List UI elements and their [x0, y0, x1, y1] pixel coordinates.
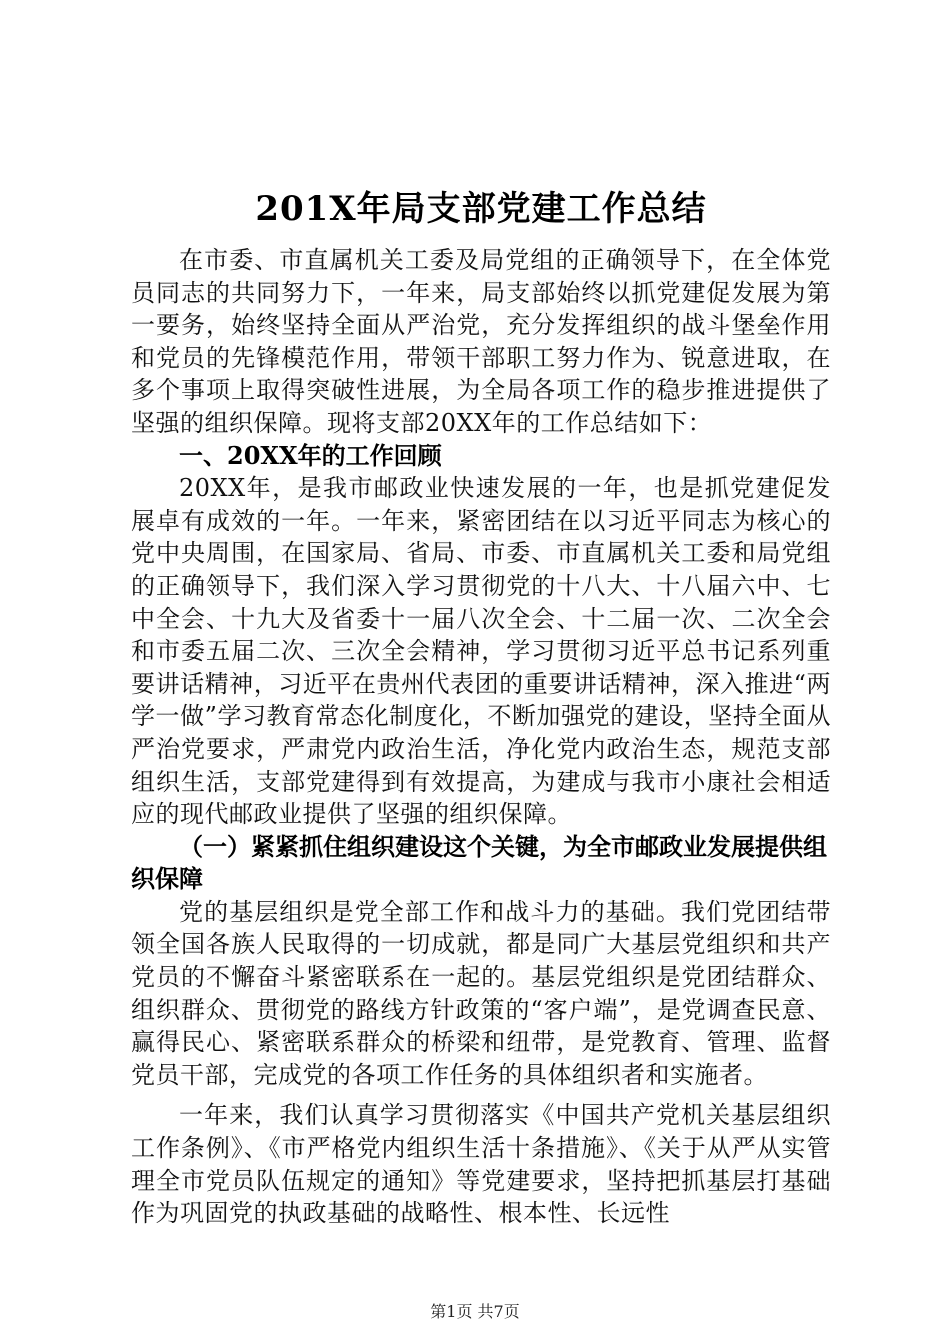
subsection-organization-paragraph-2: 一年来，我们认真学习贯彻落实《中国共产党机关基层组织工作条例》、《市严格党内组织生活十条措施》、《关于从严从实管理全市党员队伍规定的通知》等党建要求，坚持把抓基层打基础作为巩固党的执政基础的战略性、根本性、长远性 — [131, 1101, 831, 1228]
page-number-footer: 第1页 共7页 — [430, 1302, 520, 1321]
document-title: 201X年局支部党建工作总结 — [255, 189, 707, 229]
subsection-organization-paragraph: 党的基层组织是党全部工作和战斗力的基础。我们党团结带领全国各族人民取得的一切成就，都是同广大基层党组织和共产党员的不懈奋斗紧密联系在一起的。基层党组织是党团结群众、组织群众、贯彻党的路线方针政策的“客户端”，是党调查民意、赢得民心、紧密联系群众的桥梁和纽带，是党教育、管理、监督党员干部，完成党的各项工作任务的具体组织者和实施者。 — [131, 897, 831, 1089]
section-heading-review: 一、20XX年的工作回顾 — [179, 440, 442, 470]
subsection-heading-organization: （一）紧紧抓住组织建设这个关键，为全市邮政业发展提供组织保障 — [131, 831, 827, 894]
section-review-paragraph: 20XX年，是我市邮政业快速发展的一年，也是抓党建促发展卓有成效的一年。一年来，紧密团结在以习近平同志为核心的党中央周围，在国家局、省局、市委、市直属机关工委和局党组的正确领导下，我们深入学习贯彻党的十八大、十八届六中、七中全会、十九大及省委十一届八次全会、十二届一次、二次全会和市委五届二次、三次全会精神，学习贯彻习近平总书记系列重要讲话精神，习近平在贵州代表团的重要讲话精神，深入推进“两学一做”学习教育常态化制度化，不断加强党的建设，坚持全面从严治党要求，严肃党内政治生活，净化党内政治生态，规范支部组织生活，支部党建得到有效提高，为建成与我市小康社会相适应的现代邮政业提供了坚强的组织保障。 — [131, 474, 831, 829]
document-body — [131, 186, 831, 1230]
intro-paragraph: 在市委、市直属机关工委及局党组的正确领导下，在全体党员同志的共同努力下，一年来，局支部始终以抓党建促发展为第一要务，始终坚持全面从严治党，充分发挥组织的战斗堡垒作用和党员的先锋模范作用，带领干部职工努力作为、锐意进取，在多个事项上取得突破性进展，为全局各项工作的稳步推进提供了坚强的组织保障。现将支部20XX年的工作总结如下： — [131, 246, 831, 437]
